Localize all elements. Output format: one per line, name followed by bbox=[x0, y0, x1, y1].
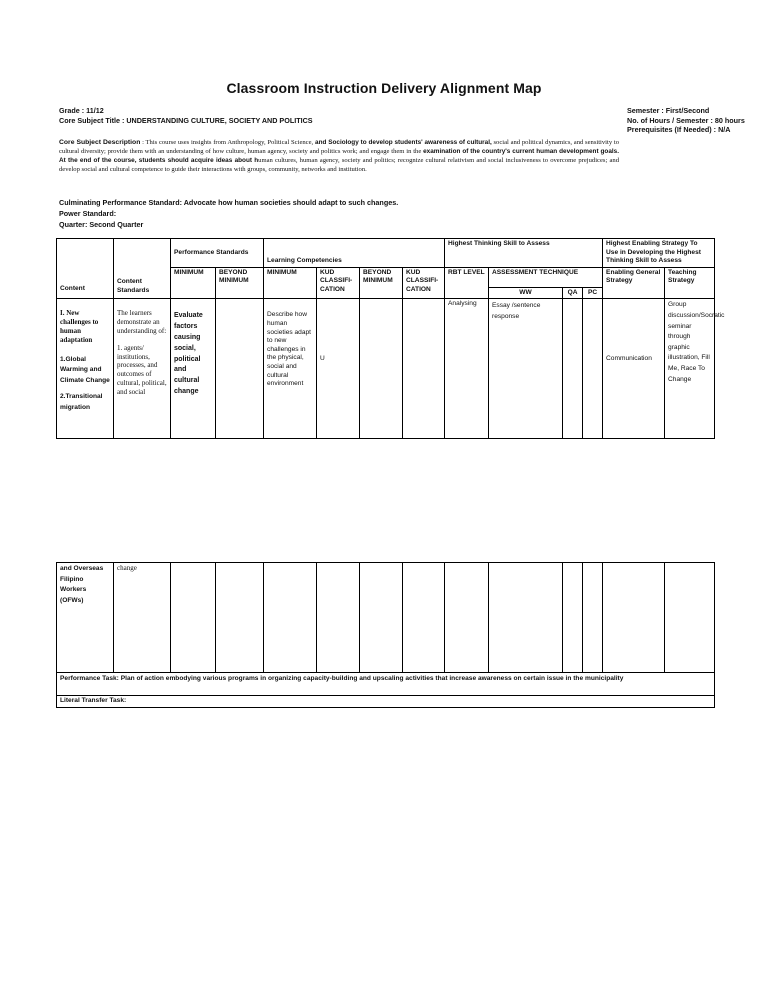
power-standard: Power Standard: bbox=[59, 209, 117, 218]
table-row bbox=[57, 299, 715, 439]
row1-content-standard bbox=[114, 299, 171, 439]
row1-qa bbox=[563, 299, 583, 439]
row1-enabling-strategy: Communication bbox=[603, 299, 665, 439]
row2-cell bbox=[563, 563, 583, 673]
header-learning-competencies: Learning Competencies bbox=[264, 239, 445, 268]
header-teaching-strategy: Teaching Strategy bbox=[665, 267, 715, 299]
row1-pc bbox=[583, 299, 603, 439]
standards-block bbox=[59, 197, 398, 230]
row1-content bbox=[57, 299, 114, 439]
semester-meta bbox=[627, 106, 768, 135]
row1-teaching-strategy: Group discussion/Socratic seminar through graphic illustration, Fill Me, Race To Change bbox=[665, 299, 715, 439]
quarter-label: Quarter: Second Quarter bbox=[59, 220, 144, 229]
course-meta bbox=[59, 106, 313, 125]
performance-task: Performance Task: Plan of action embodying various programs in organizing capacity-building and upscaling activities that increase awareness on certain issue in the municipality bbox=[57, 673, 715, 696]
row1-content-topic-2: 2.Transitional migration bbox=[60, 393, 103, 411]
literal-transfer-task: Literal Transfer Task: bbox=[57, 696, 715, 708]
header-highest-enabling-strategy: Highest Enabling Strategy To Use in Developing the Highest Thinking Skill to Assess bbox=[603, 239, 715, 268]
subject-title: Core Subject Title : UNDERSTANDING CULTURE, SOCIETY AND POLITICS bbox=[59, 115, 313, 125]
hours-label: No. of Hours / Semester : 80 hours bbox=[627, 115, 745, 125]
row1-content-standard-list: 1. agents/ institutions, processes, and outcomes of cultural, political, and social bbox=[117, 343, 167, 396]
header-pc: PC bbox=[583, 287, 603, 299]
header-ww: WW bbox=[489, 287, 563, 299]
row1-kud-2 bbox=[403, 299, 445, 439]
header-performance-standards: Performance Standards bbox=[171, 239, 264, 268]
row2-cell bbox=[665, 563, 715, 673]
row1-content-topic-1: 1.Global Warming and Climate Change bbox=[60, 355, 110, 384]
header-kud-1: KUD CLASSIFI- CATION bbox=[317, 267, 360, 299]
description-text-2: social and political dynamics, and sensitivity to cultural diversity; provide them with an understanding of how culture, human agency, society and politics work; and engage them in the bbox=[59, 139, 619, 156]
header-assessment-technique: ASSESSMENT TECHNIQUE bbox=[489, 267, 603, 287]
header-lc-beyond: BEYOND MINIMUM bbox=[360, 267, 403, 299]
row1-rbt: Analysing bbox=[445, 299, 489, 439]
row2-content-standard: change bbox=[114, 563, 171, 673]
semester-label: Semester : First/Second bbox=[627, 106, 710, 115]
row1-content-title: I. New challenges to human adaptation bbox=[60, 309, 99, 344]
course-description bbox=[59, 138, 619, 174]
description-bold-2: examination of the country's current human development goals. At the end of the course, students should acquire ideas about h bbox=[59, 148, 619, 165]
row1-lc-minimum: Describe how human societies adapt to new challenges in the physical, social and cultural environment bbox=[264, 299, 317, 439]
row2-cell bbox=[317, 563, 360, 673]
row2-cell bbox=[264, 563, 317, 673]
page-title: Classroom Instruction Delivery Alignment Map bbox=[226, 80, 542, 96]
description-bold-1: and Sociology to develop students' awareness of cultural, bbox=[313, 139, 492, 146]
row2-content: and Overseas Filipino Workers (OFWs) bbox=[57, 563, 114, 673]
header-perf-beyond: BEYOND MINIMUM bbox=[216, 267, 264, 299]
header-enabling-general-strategy: Enabling General Strategy bbox=[603, 267, 665, 299]
header-content: Content bbox=[57, 239, 114, 299]
row2-cell bbox=[489, 563, 563, 673]
row1-perf-beyond bbox=[216, 299, 264, 439]
prerequisites-label: Prerequisites (If Needed) : N/A bbox=[627, 125, 731, 135]
row2-cell bbox=[403, 563, 445, 673]
header-rbt-level: RBT LEVEL bbox=[445, 267, 489, 299]
row2-cell bbox=[445, 563, 489, 673]
header-highest-thinking-skill: Highest Thinking Skill to Assess bbox=[445, 239, 603, 268]
row2-cell bbox=[603, 563, 665, 673]
culminating-standard: Culminating Performance Standard: Advocate how human societies should adapt to such changes. bbox=[59, 198, 399, 207]
alignment-table-bottom bbox=[56, 562, 715, 708]
table-row bbox=[57, 563, 715, 673]
row2-cell bbox=[216, 563, 264, 673]
row1-perf-minimum: Evaluate factors causing social, political and cultural change bbox=[171, 299, 216, 439]
alignment-table-top bbox=[56, 238, 725, 439]
header-kud-2: KUD CLASSIFI- CATION bbox=[403, 267, 445, 299]
row1-kud-1: U bbox=[317, 299, 360, 439]
row1-lc-beyond bbox=[360, 299, 403, 439]
grade-label: Grade : 11/12 bbox=[59, 106, 104, 115]
description-text-3: uman cultures, human agency, society and politics; recognize cultural relativism and social inclusiveness to overcome prejudices; and develop social and cultural competence to guide their interactions with groups, community, networks and institution. bbox=[59, 157, 619, 174]
row2-cell bbox=[360, 563, 403, 673]
row2-cell bbox=[583, 563, 603, 673]
header-qa: QA bbox=[563, 287, 583, 299]
row1-content-standard-intro: The learners demonstrate an understanding of: bbox=[117, 309, 167, 335]
row1-assessment: Essay /sentence response bbox=[489, 299, 563, 439]
description-text-1: : This course uses insights from Anthropology, Political Science, bbox=[140, 139, 314, 146]
header-content-standards: Content Standards bbox=[114, 239, 171, 299]
header-perf-minimum: MINIMUM bbox=[171, 267, 216, 299]
description-label: Core Subject Description bbox=[59, 139, 141, 146]
row2-cell bbox=[171, 563, 216, 673]
header-lc-minimum: MINIMUM bbox=[264, 267, 317, 299]
